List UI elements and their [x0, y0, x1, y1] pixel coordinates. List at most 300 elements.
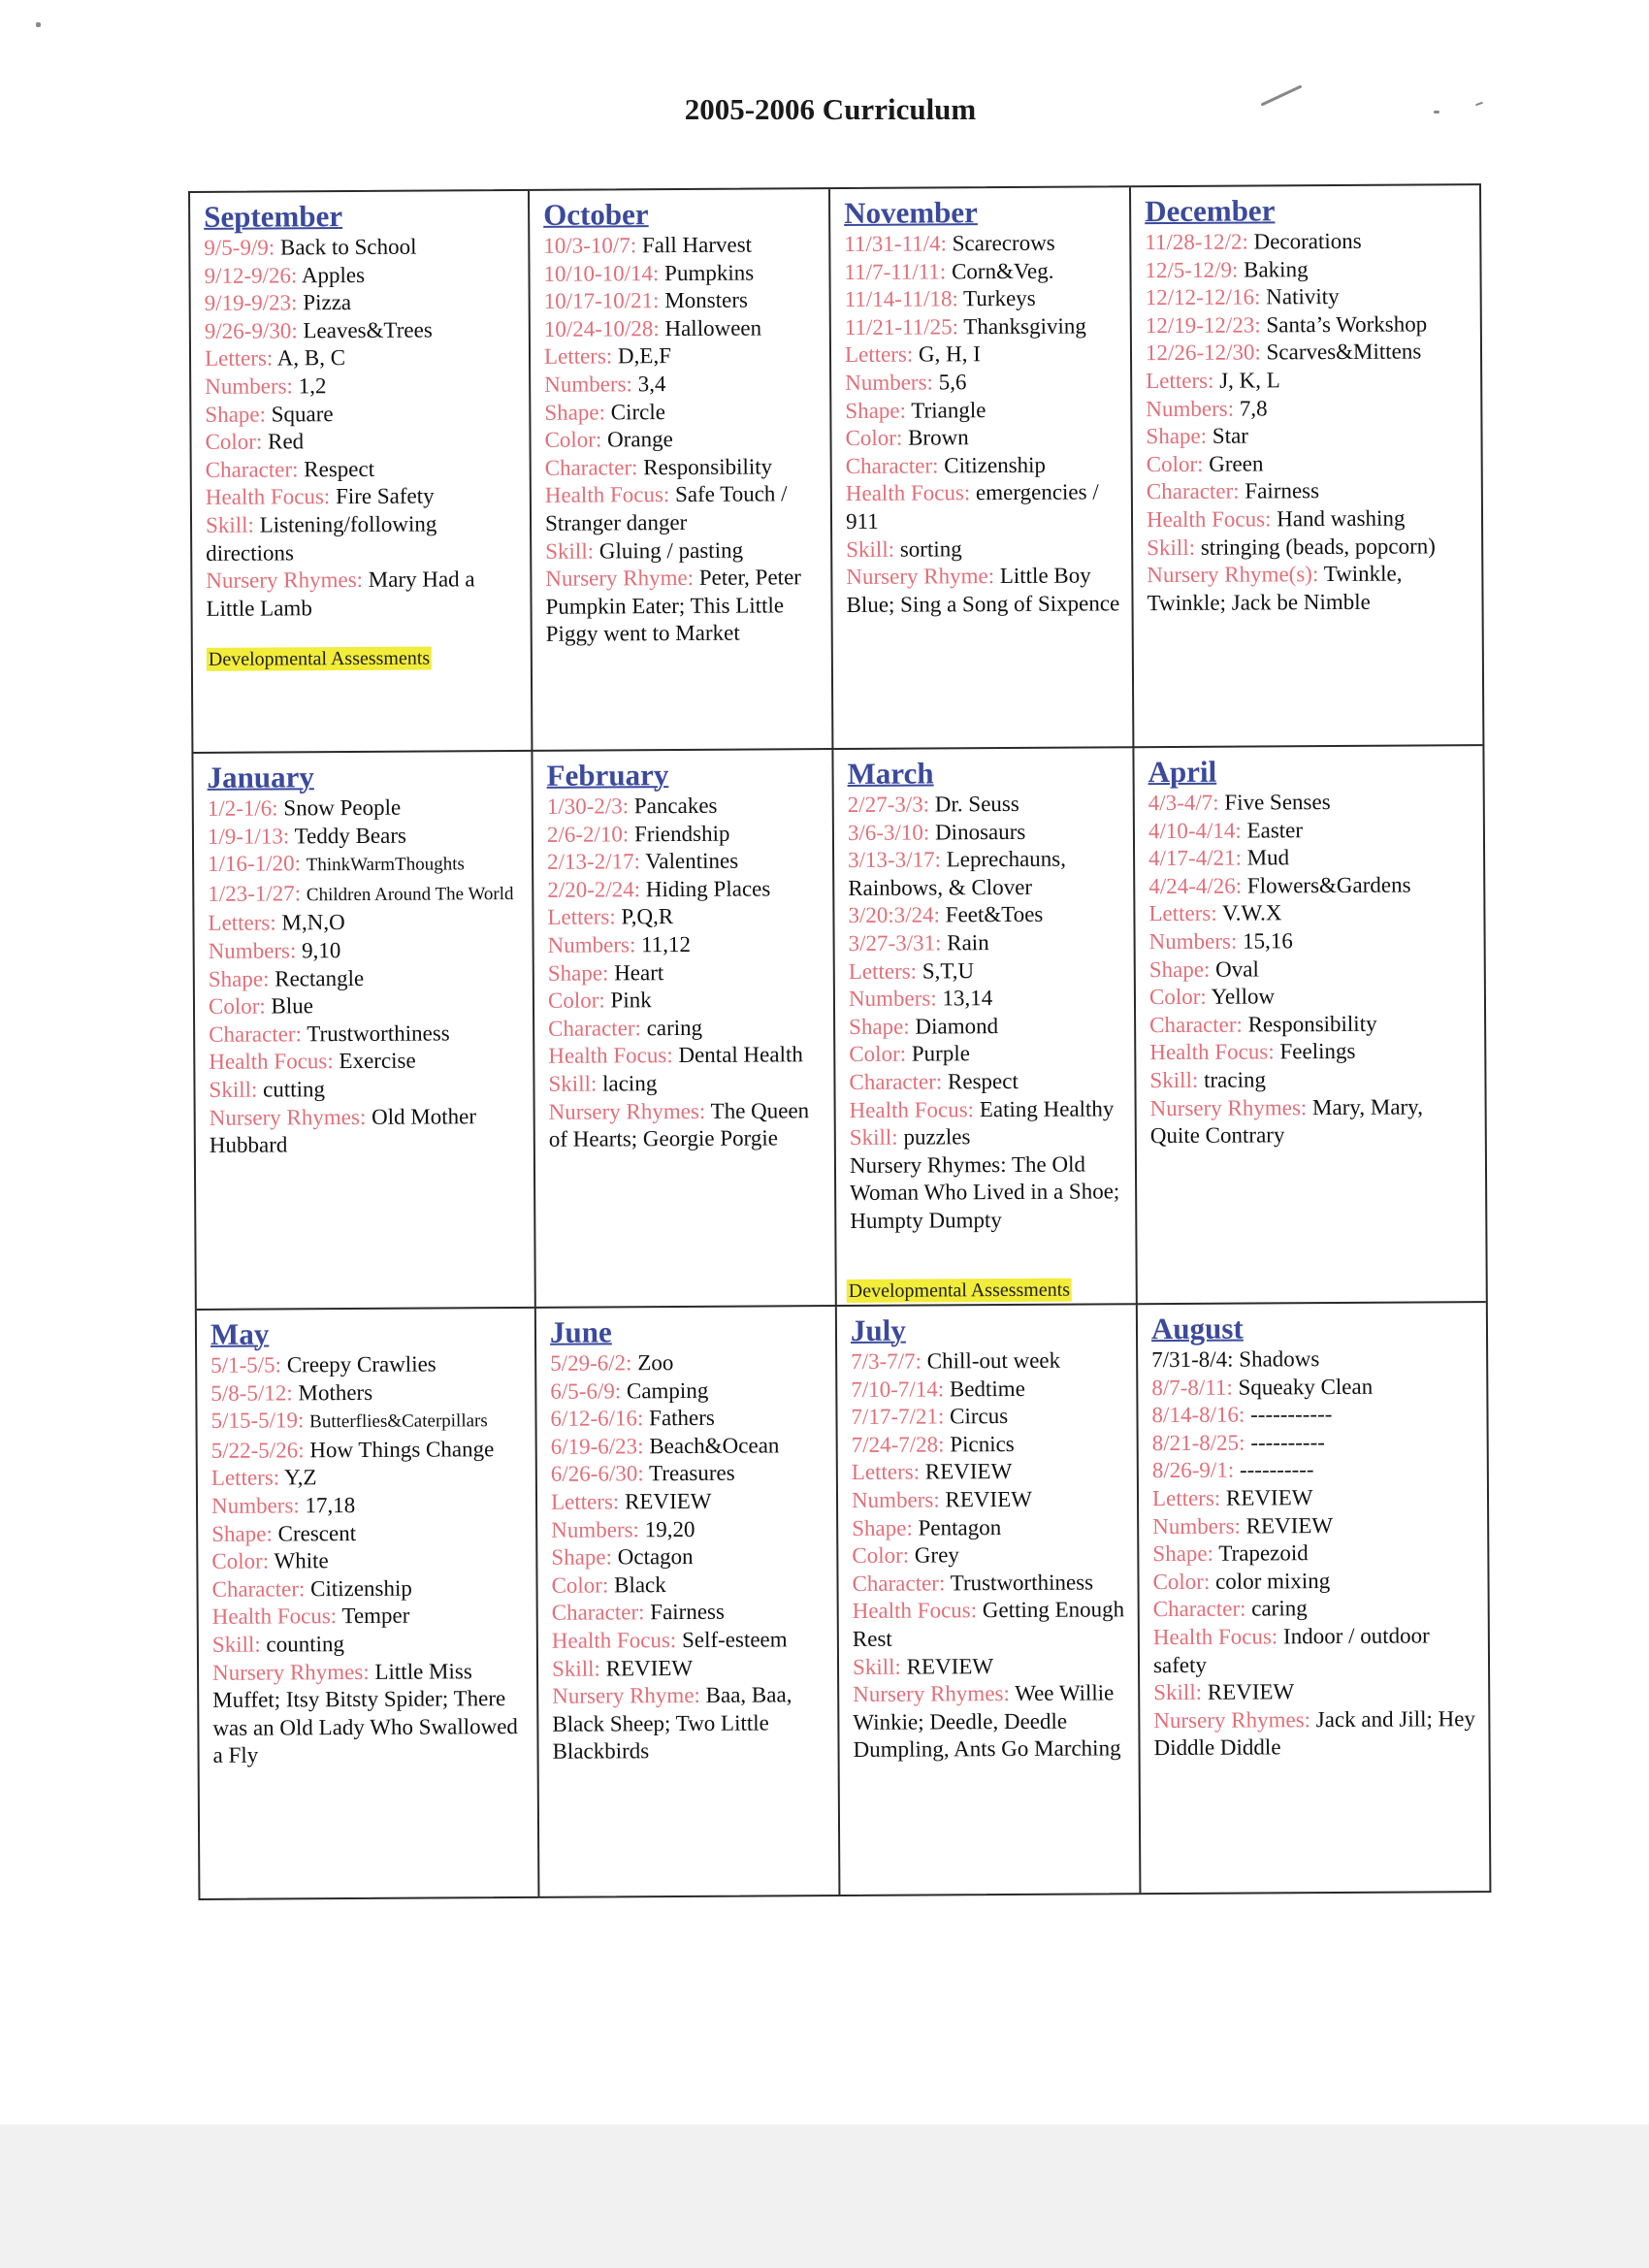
line-label: 12/26-12/30:	[1145, 340, 1261, 366]
line-value: Feelings	[1279, 1039, 1356, 1064]
curriculum-line	[205, 427, 521, 457]
line-value: Creepy Crawlies	[286, 1351, 436, 1377]
curriculum-line	[543, 259, 821, 288]
line-label: Shape:	[852, 1515, 913, 1540]
curriculum-line	[1147, 449, 1473, 479]
line-label: Nursery Rhymes:	[206, 567, 364, 594]
month-heading: May	[210, 1316, 270, 1351]
line-label: Health Focus:	[1152, 1624, 1278, 1650]
curriculum-line	[209, 936, 525, 966]
line-label: Color:	[1152, 1569, 1211, 1594]
line-label: Nursery Rhyme:	[846, 564, 995, 590]
line-value: Bedtime	[949, 1376, 1025, 1401]
line-value: J, K, L	[1219, 368, 1280, 393]
curriculum-line	[547, 875, 824, 904]
curriculum-line	[851, 1402, 1128, 1431]
line-value: tracing	[1203, 1067, 1266, 1092]
curriculum-line	[544, 370, 822, 399]
curriculum-line	[845, 396, 1122, 425]
line-value: Listening/following directions	[206, 511, 437, 566]
line-value: Gluing / pasting	[598, 537, 744, 564]
line-label: Skill:	[1153, 1679, 1203, 1705]
curriculum-line	[211, 1546, 528, 1576]
line-value: Responsibility	[1247, 1011, 1377, 1037]
line-value: Butterflies&Caterpillars	[309, 1410, 488, 1433]
month-heading: March	[847, 756, 934, 791]
curriculum-line	[1145, 255, 1471, 285]
line-label: 12/12-12/16:	[1145, 284, 1261, 310]
curriculum-line	[852, 1569, 1129, 1598]
line-value: Diamond	[915, 1013, 999, 1039]
line-value: Mothers	[298, 1379, 373, 1405]
line-value: Leaves&Trees	[303, 317, 433, 343]
line-value: Turkeys	[963, 286, 1036, 311]
line-label: 11/14-11/18:	[844, 286, 958, 312]
line-value: Self-esteem	[681, 1627, 788, 1652]
curriculum-line	[551, 1487, 828, 1516]
curriculum-line	[1152, 1567, 1479, 1597]
line-value: Little Boy Blue; Sing a Song of Sixpence	[846, 563, 1120, 617]
line-label: Nursery Rhymes:	[853, 1681, 1010, 1707]
curriculum-line	[550, 1348, 827, 1377]
line-value: Heart	[614, 959, 664, 985]
line-label: Shape:	[208, 966, 270, 991]
line-label: Shape:	[547, 960, 609, 986]
curriculum-line	[852, 1540, 1129, 1570]
line-label: 4/24-4/26:	[1148, 873, 1243, 898]
line-label: Character:	[1152, 1596, 1246, 1622]
line-value: Thanksgiving	[963, 313, 1086, 340]
line-label: Health Focus:	[1146, 506, 1272, 533]
line-label: 6/5-6/9:	[550, 1377, 622, 1404]
curriculum-line	[845, 423, 1122, 452]
line-label: 7/24-7/28:	[851, 1432, 945, 1457]
line-value: Easter	[1246, 817, 1304, 843]
curriculum-line	[211, 1574, 528, 1604]
curriculum-line	[551, 1515, 828, 1544]
line-label: Letters:	[851, 1459, 921, 1485]
line-label: Nursery Rhyme:	[552, 1683, 700, 1708]
line-label: Health Focus:	[211, 1604, 338, 1630]
curriculum-line	[849, 928, 1126, 957]
line-label: Character:	[548, 1015, 641, 1041]
line-value: Five Senses	[1224, 790, 1331, 815]
month-cell-october	[530, 189, 833, 752]
month-cell-april	[1134, 746, 1485, 1305]
line-label: 6/19-6/23:	[550, 1434, 644, 1459]
curriculum-line	[1146, 282, 1472, 312]
curriculum-line	[849, 1067, 1126, 1096]
line-label: Character:	[852, 1571, 946, 1596]
line-label: Shape:	[205, 402, 267, 427]
line-label: Shape:	[849, 1014, 910, 1039]
line-label: Numbers:	[1146, 396, 1235, 421]
line-value: Getting Enough Rest	[852, 1597, 1125, 1651]
developmental-assessments-highlight: Developmental Assessments	[207, 647, 432, 671]
line-value: Flowers&Gardens	[1246, 872, 1411, 898]
line-label: 9/26-9/30:	[204, 318, 298, 343]
line-label: 2/13-2/17:	[547, 849, 641, 875]
curriculum-line	[846, 535, 1123, 564]
line-label: Numbers:	[551, 1516, 639, 1542]
line-label: Numbers:	[547, 932, 636, 957]
curriculum-line	[845, 312, 1122, 341]
month-heading: April	[1148, 754, 1217, 790]
line-label: Skill:	[852, 1654, 901, 1679]
line-value: Twinkle, Twinkle; Jack be Nimble	[1147, 561, 1403, 615]
curriculum-line	[206, 510, 522, 567]
line-value: Purple	[911, 1041, 970, 1066]
curriculum-line	[551, 1542, 828, 1571]
line-label: Character:	[845, 453, 939, 478]
line-label: Color:	[211, 1548, 270, 1574]
curriculum-line	[208, 908, 524, 938]
curriculum-line	[852, 1513, 1129, 1542]
line-value: A, B, C	[276, 345, 346, 371]
curriculum-line	[548, 1014, 825, 1043]
line-label: Letters:	[204, 345, 274, 372]
line-label: Health Focus:	[205, 484, 331, 510]
line-value: REVIEW	[624, 1488, 712, 1514]
line-label: 3/6-3/10:	[847, 820, 930, 845]
line-value: Octagon	[617, 1544, 694, 1570]
line-label: Shape:	[211, 1521, 273, 1546]
line-value: Square	[271, 401, 334, 427]
curriculum-line	[209, 1075, 525, 1105]
line-label: 2/6-2/10:	[546, 821, 630, 847]
line-label: Character:	[551, 1600, 645, 1626]
curriculum-line	[205, 288, 521, 318]
curriculum-line	[204, 261, 520, 291]
line-label: Character:	[205, 457, 299, 482]
curriculum-line	[208, 849, 524, 881]
line-value: Scarecrows	[952, 230, 1055, 256]
line-value: ----------	[1239, 1457, 1314, 1482]
line-label: Skill:	[548, 1071, 598, 1096]
line-value: REVIEW	[1225, 1485, 1313, 1510]
curriculum-line	[1153, 1622, 1480, 1679]
curriculum-line	[551, 1571, 828, 1600]
month-cell-september	[190, 191, 533, 754]
line-value: Orange	[606, 427, 673, 452]
line-value: puzzles	[903, 1124, 971, 1150]
curriculum-line	[208, 794, 524, 824]
line-label: Color:	[849, 1041, 907, 1067]
line-label: Character:	[209, 1021, 303, 1047]
line-label: Letters:	[550, 1489, 620, 1514]
curriculum-line	[1153, 1705, 1480, 1763]
line-label: Health Focus:	[551, 1627, 677, 1653]
line-label: 5/22-5/26:	[210, 1438, 305, 1463]
line-value: 17,18	[305, 1492, 356, 1518]
curriculum-line	[1146, 339, 1472, 369]
line-value: Fall Harvest	[641, 232, 753, 258]
curriculum-line	[1148, 788, 1475, 818]
curriculum-line	[1152, 1483, 1479, 1513]
line-label: 7/10-7/14:	[851, 1376, 945, 1402]
curriculum-line	[1150, 1093, 1477, 1150]
line-value: Snow People	[283, 794, 402, 821]
line-value: Scarves&Mittens	[1266, 339, 1422, 365]
line-label: Numbers:	[544, 372, 632, 397]
line-value: Chill-out week	[926, 1347, 1061, 1374]
line-value: 1,2	[298, 373, 327, 399]
line-label: 10/17-10/21:	[543, 288, 660, 314]
curriculum-line	[552, 1654, 829, 1683]
curriculum-line	[206, 566, 522, 623]
line-label: Shape:	[1148, 956, 1211, 982]
line-label: Numbers:	[848, 986, 937, 1012]
month-heading: December	[1145, 193, 1276, 229]
curriculum-line	[1148, 871, 1475, 901]
curriculum-line	[1148, 899, 1475, 929]
line-label: 1/23-1/27:	[208, 881, 302, 906]
line-label: Nursery Rhymes:	[211, 1659, 370, 1685]
line-label: 6/12-6/16:	[550, 1406, 644, 1431]
line-label: 4/10-4/14:	[1148, 818, 1242, 843]
curriculum-line	[205, 372, 521, 402]
line-value: Leprechauns, Rainbows, & Clover	[848, 846, 1067, 900]
line-value: stringing (beads, popcorn)	[1200, 533, 1436, 560]
curriculum-line	[545, 564, 824, 648]
curriculum-line	[206, 482, 522, 512]
curriculum-line	[1147, 476, 1473, 506]
line-label: 5/8-5/12:	[210, 1379, 293, 1406]
curriculum-line	[208, 879, 524, 911]
curriculum-line	[204, 233, 520, 263]
line-label: 4/3-4/7:	[1148, 790, 1219, 816]
line-label: 2/20-2/24:	[547, 877, 641, 902]
curriculum-line	[845, 340, 1122, 370]
line-value: Yellow	[1211, 984, 1276, 1009]
line-value: Circus	[950, 1404, 1009, 1429]
line-value: Green	[1209, 451, 1264, 476]
line-value: Pink	[610, 988, 652, 1013]
line-label: Health Focus:	[849, 1096, 975, 1122]
curriculum-line	[846, 562, 1123, 619]
curriculum-line	[1146, 310, 1472, 340]
line-value: S,T,U	[922, 957, 975, 984]
line-value: Baa, Baa, Black Sheep; Two Little Blackbirds	[552, 1682, 792, 1765]
curriculum-line	[1152, 1428, 1479, 1458]
curriculum-line	[852, 1430, 1129, 1459]
curriculum-line	[1152, 1456, 1479, 1486]
line-label: Skill:	[211, 1632, 261, 1657]
curriculum-line	[1145, 227, 1471, 257]
line-value: Mary Had a Little Lamb	[206, 567, 475, 621]
curriculum-line	[1146, 366, 1472, 396]
line-value: Nativity	[1266, 284, 1340, 309]
line-label: Shape:	[544, 400, 606, 425]
curriculum-line	[547, 792, 824, 821]
curriculum-line	[848, 901, 1125, 930]
line-label: Health Focus:	[544, 482, 670, 508]
curriculum-line	[849, 1012, 1126, 1041]
line-value: REVIEW	[605, 1655, 694, 1681]
curriculum-line	[212, 1630, 529, 1660]
curriculum-line	[205, 316, 521, 346]
line-label: 1/16-1/20:	[208, 851, 302, 877]
line-value: Responsibility	[643, 454, 773, 479]
line-value: Fathers	[649, 1405, 715, 1431]
line-label: Numbers:	[1148, 928, 1238, 955]
line-value: Baking	[1244, 256, 1309, 282]
curriculum-line	[1153, 1594, 1480, 1624]
curriculum-line	[850, 1150, 1128, 1235]
curriculum-line	[205, 343, 521, 373]
month-cell-june	[536, 1307, 841, 1896]
line-value: G, H, I	[918, 341, 981, 367]
month-cell-march	[833, 748, 1137, 1307]
curriculum-line	[1147, 533, 1473, 563]
line-value: Trapezoid	[1218, 1540, 1309, 1566]
curriculum-line	[1149, 1010, 1476, 1040]
curriculum-line	[548, 930, 825, 959]
curriculum-line	[211, 1463, 528, 1493]
month-cell-july	[837, 1305, 1142, 1895]
curriculum-line	[212, 1602, 529, 1632]
line-value: Teddy Bears	[294, 823, 406, 848]
line-value: Pizza	[303, 290, 352, 315]
line-value: Respect	[947, 1068, 1018, 1094]
line-value: Decorations	[1253, 228, 1362, 254]
line-value: The Queen of Hearts; Georgie Porgie	[548, 1097, 810, 1151]
developmental-assessments-highlight: Developmental Assessments	[847, 1279, 1072, 1303]
line-label: Shape:	[845, 398, 907, 423]
curriculum-line	[208, 822, 524, 852]
line-label: Color:	[1148, 984, 1207, 1010]
month-heading: August	[1150, 1311, 1244, 1346]
curriculum-line	[545, 536, 823, 566]
line-value: Blue	[271, 993, 314, 1019]
curriculum-line	[548, 1069, 825, 1098]
line-label: Skill:	[1149, 1067, 1199, 1093]
curriculum-line	[849, 956, 1126, 986]
line-value: Respect	[304, 456, 375, 482]
line-label: Letters:	[1148, 901, 1217, 926]
line-label: Color:	[547, 988, 605, 1013]
line-value: 15,16	[1243, 928, 1293, 954]
curriculum-line	[851, 1346, 1128, 1376]
line-value: Black	[613, 1571, 666, 1598]
line-value: Star	[1212, 423, 1249, 448]
line-value: Beach&Ocean	[649, 1433, 780, 1458]
curriculum-line	[210, 1102, 526, 1159]
line-value: ----------	[1250, 1429, 1325, 1455]
line-label: Shape:	[1146, 423, 1208, 449]
line-value: Grey	[914, 1542, 959, 1568]
line-value: 7,8	[1239, 395, 1268, 421]
line-value: Red	[267, 429, 305, 454]
line-value: M,N,O	[281, 910, 345, 935]
line-label: 1/2-1/6:	[207, 795, 278, 821]
curriculum-line	[1151, 1373, 1478, 1403]
curriculum-line	[211, 1519, 528, 1549]
line-value: 3,4	[637, 372, 666, 397]
line-value: Brown	[907, 425, 969, 450]
line-value: Temper	[341, 1604, 410, 1629]
line-value: White	[274, 1548, 329, 1573]
line-label: Skill:	[1147, 535, 1196, 560]
curriculum-line	[1149, 1037, 1476, 1067]
month-cell-november	[830, 187, 1134, 750]
curriculum-line	[1153, 1677, 1480, 1707]
line-value: Children Around The World	[306, 883, 514, 906]
line-value: cutting	[263, 1077, 326, 1102]
line-label: Letters:	[1151, 1485, 1221, 1511]
line-value: Fairness	[650, 1600, 725, 1625]
line-value: Valentines	[645, 848, 739, 874]
curriculum-line	[845, 368, 1122, 397]
line-value: D,E,F	[617, 343, 672, 369]
curriculum-line	[548, 1041, 825, 1070]
line-value: Crescent	[277, 1520, 357, 1546]
line-label: Character:	[211, 1576, 306, 1602]
line-label: Shape:	[551, 1544, 613, 1570]
month-heading: October	[543, 197, 649, 232]
line-label: 10/10-10/14:	[543, 260, 660, 286]
curriculum-line	[544, 425, 822, 454]
curriculum-line	[1151, 1345, 1478, 1375]
month-heading: September	[204, 199, 343, 234]
line-value: Indoor / outdoor safety	[1152, 1623, 1430, 1677]
line-label: 9/12-9/26:	[204, 262, 298, 288]
line-value: 13,14	[942, 986, 993, 1011]
line-label: Letters:	[543, 343, 613, 370]
line-value: Triangle	[911, 397, 986, 423]
line-value: Peter, Peter Pumpkin Eater; This Little Piggy went to Market	[545, 565, 801, 647]
curriculum-line	[545, 480, 823, 537]
line-value: Squeaky Clean	[1238, 1374, 1374, 1400]
curriculum-line	[210, 1406, 527, 1438]
line-value: sorting	[899, 535, 962, 562]
curriculum-line	[206, 455, 522, 485]
line-label: Letters:	[844, 341, 914, 368]
curriculum-line	[1152, 1539, 1479, 1569]
line-label: Nursery Rhymes:	[1149, 1094, 1308, 1120]
line-value: Dental Health	[678, 1042, 803, 1068]
line-value: lacing	[602, 1071, 658, 1096]
month-cell-december	[1131, 185, 1482, 748]
curriculum-line	[551, 1459, 828, 1488]
line-value: Monsters	[664, 287, 748, 313]
line-value: Rectangle	[275, 965, 365, 991]
curriculum-line	[853, 1679, 1131, 1764]
line-label: 6/26-6/30:	[550, 1461, 644, 1487]
curriculum-line	[211, 1491, 528, 1521]
line-value: Fairness	[1245, 478, 1320, 503]
line-value: REVIEW	[945, 1486, 1032, 1512]
line-value: Exercise	[339, 1048, 416, 1074]
line-label: 8/21-8/25:	[1151, 1430, 1245, 1455]
line-value: color mixing	[1214, 1568, 1331, 1594]
line-value: caring	[646, 1015, 703, 1040]
curriculum-line	[550, 1377, 827, 1406]
line-label: Numbers:	[205, 373, 293, 399]
curriculum-grid	[188, 183, 1491, 1900]
line-label: Skill:	[849, 1124, 898, 1150]
month-heading: November	[844, 195, 978, 230]
line-label: 1/9-1/13:	[207, 823, 290, 849]
line-label: Health Focus:	[209, 1049, 334, 1075]
curriculum-line	[850, 1095, 1127, 1124]
line-value: -----------	[1250, 1402, 1333, 1427]
curriculum-line	[543, 231, 821, 260]
line-label: 12/19-12/23:	[1145, 312, 1261, 338]
line-value: Citizenship	[310, 1575, 412, 1602]
line-label: Color:	[551, 1572, 609, 1598]
line-value: Hiding Places	[645, 876, 771, 901]
